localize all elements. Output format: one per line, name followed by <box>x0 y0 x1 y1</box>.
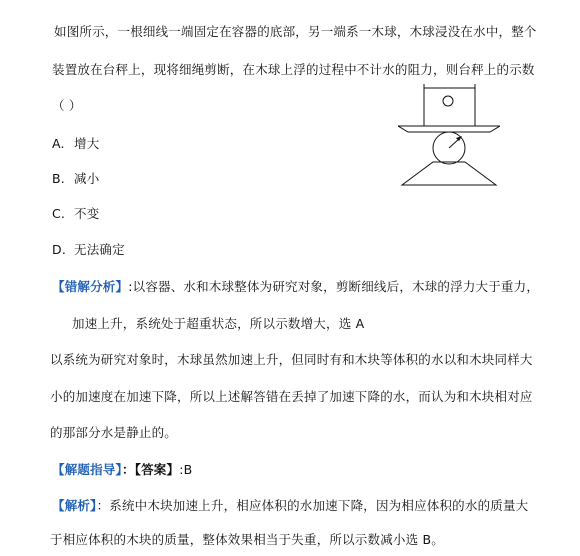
option-d: D. 无法确定 <box>52 242 125 257</box>
wooden-ball <box>443 96 453 106</box>
answer-blank: （ ） <box>52 98 82 113</box>
question-line-1: 如图所示，一根细线一端固定在容器的底部，另一端系一木球，木球浸没在水中，整个 <box>54 24 537 39</box>
error-analysis-label: 【错解分析】 <box>52 279 129 294</box>
analysis-line-1: 【解析】：系统中木块加速上升，相应体积的水加速下降，因为相应体积的水的质量大 <box>52 498 529 513</box>
error-analysis-line-4: 小的加速度在加速下降，所以上述解答错在丢掉了加速下降的水，而认为和木块相对应 <box>50 389 533 404</box>
scale-container-diagram <box>398 82 500 188</box>
answer-label: ：【答案】 <box>121 462 180 477</box>
question-line-2: 装置放在台秤上，现将细绳剪断，在木球上浮的过程中不计水的阻力，则台秤上的示数 <box>52 62 535 77</box>
error-analysis-line-1: 【错解分析】:以容器、水和木球整体为研究对象，剪断细线后，木球的浮力大于重力， <box>52 279 540 294</box>
analysis-line-2: 于相应体积的木块的质量，整体效果相当于失重，所以示数减小选 B。 <box>50 532 444 547</box>
option-a: A. 增大 <box>52 136 100 151</box>
error-analysis-line-2: 加速上升，系统处于超重状态，所以示数增大，选 A <box>72 316 365 331</box>
error-analysis-line-3: 以系统为研究对象时，木球虽然加速上升，但同时有和木块等体积的水以和木块同样大 <box>50 352 533 367</box>
scale-pan <box>398 126 500 132</box>
error-analysis-line-5: 的那部分水是静止的。 <box>50 425 178 440</box>
answer-value: :B <box>179 462 193 477</box>
guidance-label: 【解题指导】 <box>52 462 122 477</box>
option-b: B. 减小 <box>52 171 100 186</box>
option-c: C. 不变 <box>52 206 100 221</box>
analysis-label: 【解析】 <box>52 498 97 513</box>
guidance-line <box>52 460 192 478</box>
scale-base <box>402 162 496 185</box>
